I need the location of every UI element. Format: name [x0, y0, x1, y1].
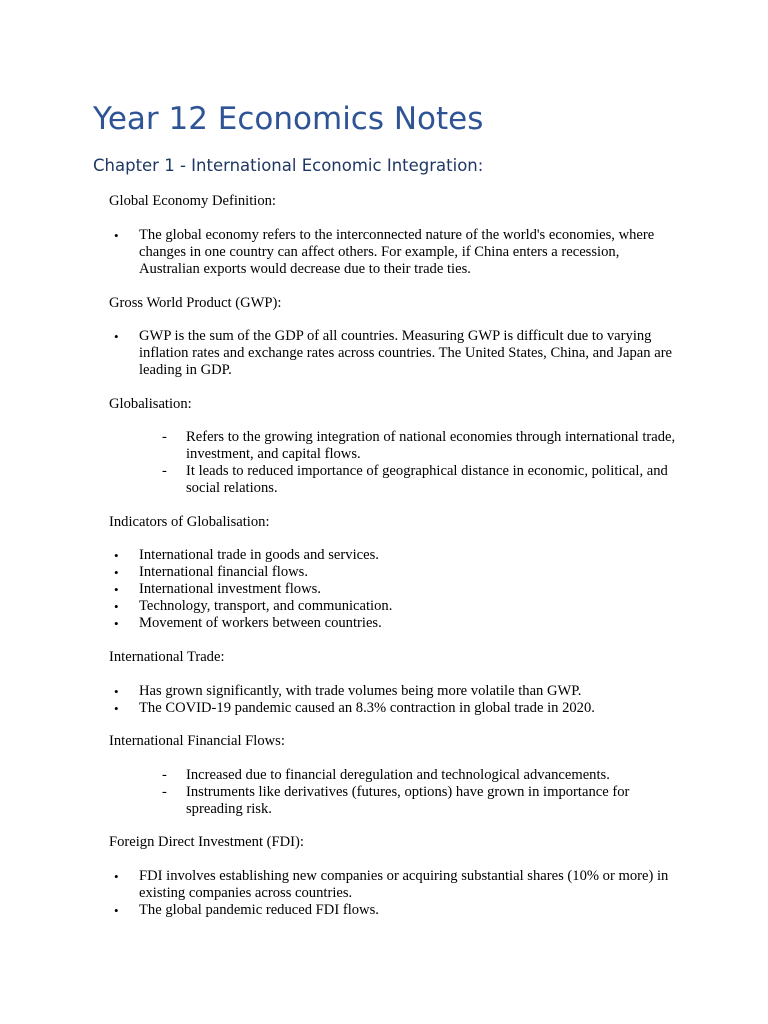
bullet-marker: • [114, 701, 119, 716]
list-item [114, 598, 679, 615]
list-item-text: The COVID-19 pandemic caused an 8.3% contraction in global trade in 2020. [139, 700, 595, 716]
fdi-list [114, 868, 679, 919]
list-item [162, 429, 686, 463]
section-heading-indicators: Indicators of Globalisation: [109, 514, 270, 530]
list-item-text: The global economy refers to the interconnected nature of the world's economies, where changes in one country can affect others. For example, if China enters a recession, Australian exports would decrease due to their trade ties. [139, 227, 655, 277]
bullet-marker: • [114, 582, 119, 597]
section-heading-global-economy: Global Economy Definition: [109, 193, 276, 209]
dash-marker: - [162, 784, 167, 800]
bullet-marker: • [114, 329, 119, 344]
list-item-text: Movement of workers between countries. [139, 615, 382, 631]
dash-marker: - [162, 463, 167, 479]
bullet-marker: • [114, 228, 119, 243]
list-item-text: Increased due to financial deregulation and technological advancements. [186, 767, 610, 783]
list-item-text: International investment flows. [139, 581, 321, 597]
list-item [162, 463, 686, 497]
chapter-heading: Chapter 1 - International Economic Integration: [93, 156, 484, 175]
dash-marker: - [162, 767, 167, 783]
list-item-text: International financial flows. [139, 564, 308, 580]
dash-marker: - [162, 429, 167, 445]
bullet-marker: • [114, 903, 119, 918]
list-item-text: GWP is the sum of the GDP of all countries. Measuring GWP is difficult due to varying inflation rates and exchange rates across countries. The United States, China, and Japan are leading in GDP. [139, 328, 673, 378]
list-item [114, 564, 679, 581]
list-item [162, 784, 686, 818]
list-item [114, 902, 679, 919]
list-item-text: Has grown significantly, with trade volumes being more volatile than GWP. [139, 683, 582, 699]
section-heading-financial-flows: International Financial Flows: [109, 733, 285, 749]
bullet-marker: • [114, 599, 119, 614]
list-item [114, 615, 679, 632]
list-item-text: It leads to reduced importance of geographical distance in economic, political, and social relations. [186, 463, 668, 496]
list-item-text: FDI involves establishing new companies or acquiring substantial shares (10% or more) in existing companies across countries. [139, 868, 669, 901]
section-heading-fdi: Foreign Direct Investment (FDI): [109, 834, 304, 850]
list-item [114, 328, 679, 379]
global-economy-list [114, 227, 679, 278]
financial-flows-list [162, 767, 686, 818]
bullet-marker: • [114, 565, 119, 580]
list-item [114, 227, 679, 278]
section-heading-international-trade: International Trade: [109, 649, 225, 665]
list-item-text: The global pandemic reduced FDI flows. [139, 902, 379, 918]
list-item [114, 700, 679, 717]
international-trade-list [114, 683, 679, 717]
list-item-text: International trade in goods and services. [139, 547, 379, 563]
list-item [114, 868, 679, 902]
globalisation-list [162, 429, 686, 497]
list-item-text: Refers to the growing integration of national economies through international trade, investment, and capital flows. [186, 429, 676, 462]
list-item [162, 767, 686, 784]
section-heading-gwp: Gross World Product (GWP): [109, 295, 282, 311]
indicators-list [114, 547, 679, 632]
list-item [114, 581, 679, 598]
bullet-marker: • [114, 616, 119, 631]
gwp-list [114, 328, 679, 379]
list-item-text: Instruments like derivatives (futures, options) have grown in importance for spreading risk. [186, 784, 630, 817]
bullet-marker: • [114, 548, 119, 563]
page-title: Year 12 Economics Notes [93, 101, 484, 137]
list-item [114, 547, 679, 564]
bullet-marker: • [114, 684, 119, 699]
bullet-marker: • [114, 869, 119, 884]
list-item [114, 683, 679, 700]
section-heading-globalisation: Globalisation: [109, 396, 192, 412]
list-item-text: Technology, transport, and communication. [139, 598, 393, 614]
